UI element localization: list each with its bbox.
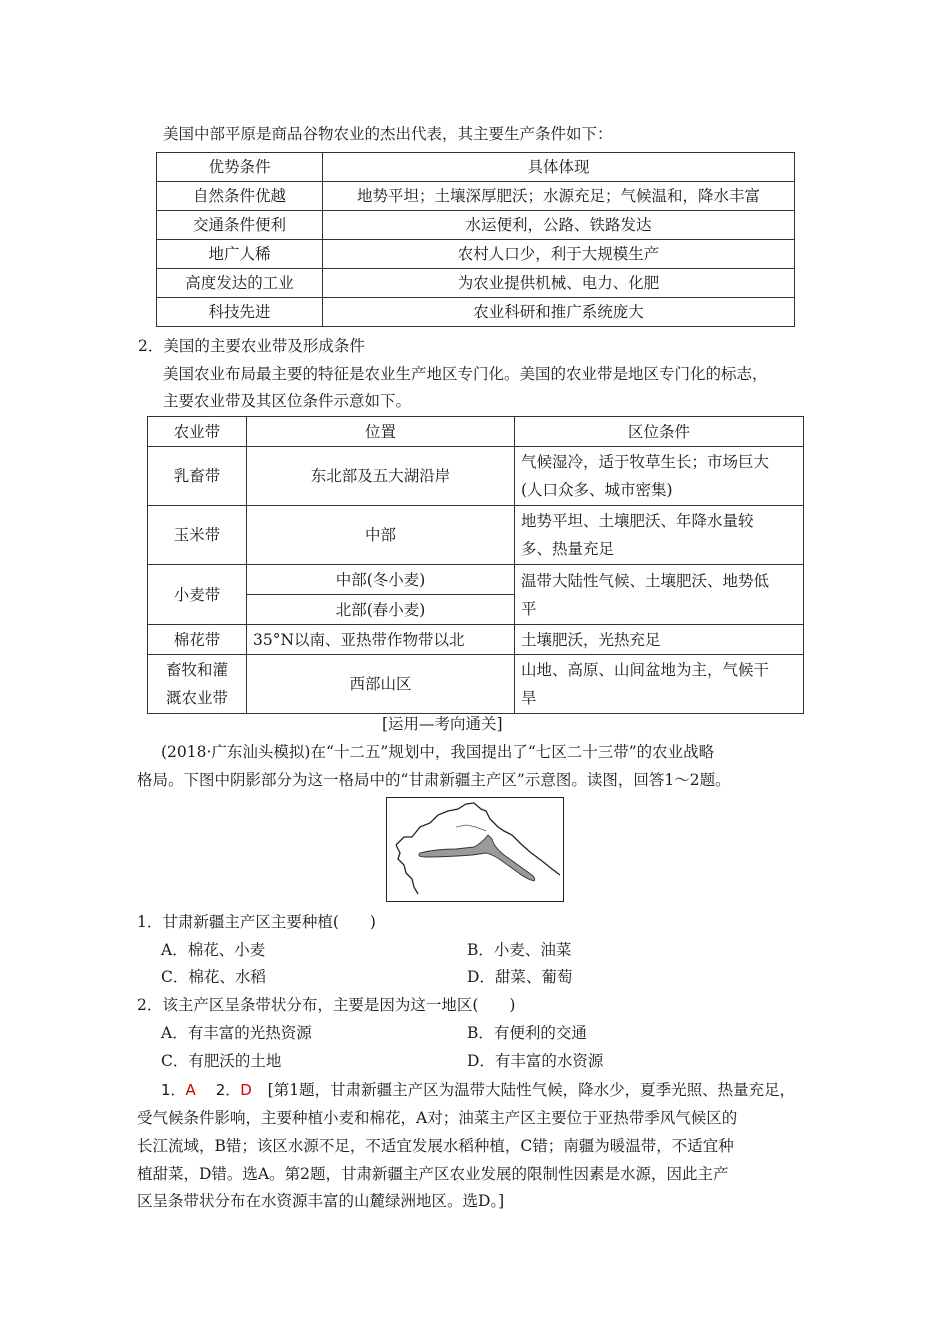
option-1b: B．小麦、油菜	[467, 941, 572, 959]
passage-line: (2018·广东汕头模拟)在“十二五”规划中，我国提出了“七区二十三带”的农业战略	[161, 743, 715, 761]
option-2d: D．有丰富的水资源	[467, 1052, 604, 1070]
option-2a: A．有丰富的光热资源	[161, 1024, 312, 1042]
table-row	[148, 565, 804, 595]
table-row	[148, 625, 804, 655]
table-row	[157, 269, 795, 298]
explanation-line: 植甜菜，D错。选A。第2题，甘肃新疆主产区农业发展的限制性因素是水源，因此主产	[137, 1165, 729, 1183]
belt-name: 棉花带	[148, 625, 247, 655]
belt-conditions: 山地、高原、山间盆地为主，气候干 旱	[515, 655, 804, 714]
belt-conditions: 气候湿冷，适于牧草生长；市场巨大 (人口众多、城市密集)	[515, 447, 804, 506]
section-paragraph: 美国农业布局最主要的特征是农业生产地区专门化。美国的农业带是地区专门化的标志，	[163, 365, 768, 383]
table-cell: 水运便利，公路、铁路发达	[323, 211, 795, 240]
advantages-table	[156, 152, 795, 327]
table-header-cell: 区位条件	[515, 417, 804, 447]
question-1-stem: 1．甘肃新疆主产区主要种植( )	[137, 913, 376, 931]
belt-name: 小麦带	[148, 565, 247, 625]
table-header-cell: 农业带	[148, 417, 247, 447]
table-cell: 自然条件优越	[157, 182, 323, 211]
option-2c: C．有肥沃的土地	[161, 1052, 282, 1070]
question-2-stem: 2．该主产区呈条带状分布，主要是因为这一地区( )	[137, 996, 516, 1014]
intro-line: 美国中部平原是商品谷物农业的杰出代表，其主要生产条件如下：	[163, 125, 613, 143]
table-header-cell: 具体体现	[323, 153, 795, 182]
table-row	[157, 240, 795, 269]
table-cell: 地广人稀	[157, 240, 323, 269]
belt-name: 乳畜带	[148, 447, 247, 506]
belt-location: 中部	[247, 506, 515, 565]
table-row	[157, 298, 795, 327]
answer-letter-1: A	[185, 1081, 196, 1099]
option-1d: D．甜菜、葡萄	[467, 968, 573, 986]
table-cell: 高度发达的工业	[157, 269, 323, 298]
section-paragraph: 主要农业带及其区位条件示意如下。	[163, 392, 412, 410]
gansu-xinjiang-map	[386, 797, 564, 902]
table-header-cell: 位置	[247, 417, 515, 447]
belt-conditions: 土壤肥沃，光热充足	[515, 625, 804, 655]
belt-location: 东北部及五大湖沿岸	[247, 447, 515, 506]
section-title: 2．美国的主要农业带及形成条件	[138, 337, 365, 355]
belt-name: 畜牧和灌 溉农业带	[148, 655, 247, 714]
table-cell: 交通条件便利	[157, 211, 323, 240]
agricultural-belts-table	[147, 416, 804, 714]
table-cell: 为农业提供机械、电力、化肥	[323, 269, 795, 298]
table-row	[148, 447, 804, 506]
table-row	[148, 655, 804, 714]
answer-line-1	[161, 1078, 795, 1100]
table-row	[157, 182, 795, 211]
table-cell: 科技先进	[157, 298, 323, 327]
belt-name: 玉米带	[148, 506, 247, 565]
explanation-line: 长江流域，B错；该区水源不足，不适宜发展水稻种植，C错；南疆为暖温带，不适宜种	[137, 1137, 734, 1155]
table-row	[148, 506, 804, 565]
belt-location: 35°N以南、亚热带作物带以北	[247, 625, 515, 655]
answer-number-1: 1．	[161, 1081, 186, 1099]
belt-location: 西部山区	[247, 655, 515, 714]
table-row	[157, 153, 795, 182]
answer-number-2: 2．	[215, 1081, 241, 1099]
belt-conditions: 地势平坦、土壤肥沃、年降水量较 多、热量充足	[515, 506, 804, 565]
table-header-cell: 优势条件	[157, 153, 323, 182]
belt-location: 中部(冬小麦)	[247, 565, 515, 595]
option-1a: A．棉花、小麦	[161, 941, 266, 959]
explanation-line: 区呈条带状分布在水资源丰富的山麓绿洲地区。选D。]	[137, 1192, 505, 1210]
table-row	[157, 211, 795, 240]
option-1c: C．棉花、水稻	[161, 968, 266, 986]
answer-letter-2: D	[240, 1081, 252, 1099]
belt-location: 北部(春小麦)	[247, 595, 515, 625]
table-cell: 农业科研和推广系统庞大	[323, 298, 795, 327]
option-2b: B．有便利的交通	[467, 1024, 587, 1042]
table-cell: 农村人口少，利于大规模生产	[323, 240, 795, 269]
explanation-line: 受气候条件影响，主要种植小麦和棉花，A对；油菜主产区主要位于亚热带季风气候区的	[137, 1109, 738, 1127]
practice-heading: [运用—考向通关]	[382, 715, 503, 733]
table-row	[148, 417, 804, 447]
table-cell: 地势平坦；土壤深厚肥沃；水源充足；气候温和，降水丰富	[323, 182, 795, 211]
belt-conditions: 温带大陆性气候、土壤肥沃、地势低 平	[515, 565, 804, 625]
passage-line: 格局。下图中阴影部分为这一格局中的“甘肃新疆主产区”示意图。读图，回答1～2题。	[137, 771, 731, 789]
explanation-text: [第1题，甘肃新疆主产区为温带大陆性气候，降水少，夏季光照、热量充足，	[267, 1081, 796, 1099]
